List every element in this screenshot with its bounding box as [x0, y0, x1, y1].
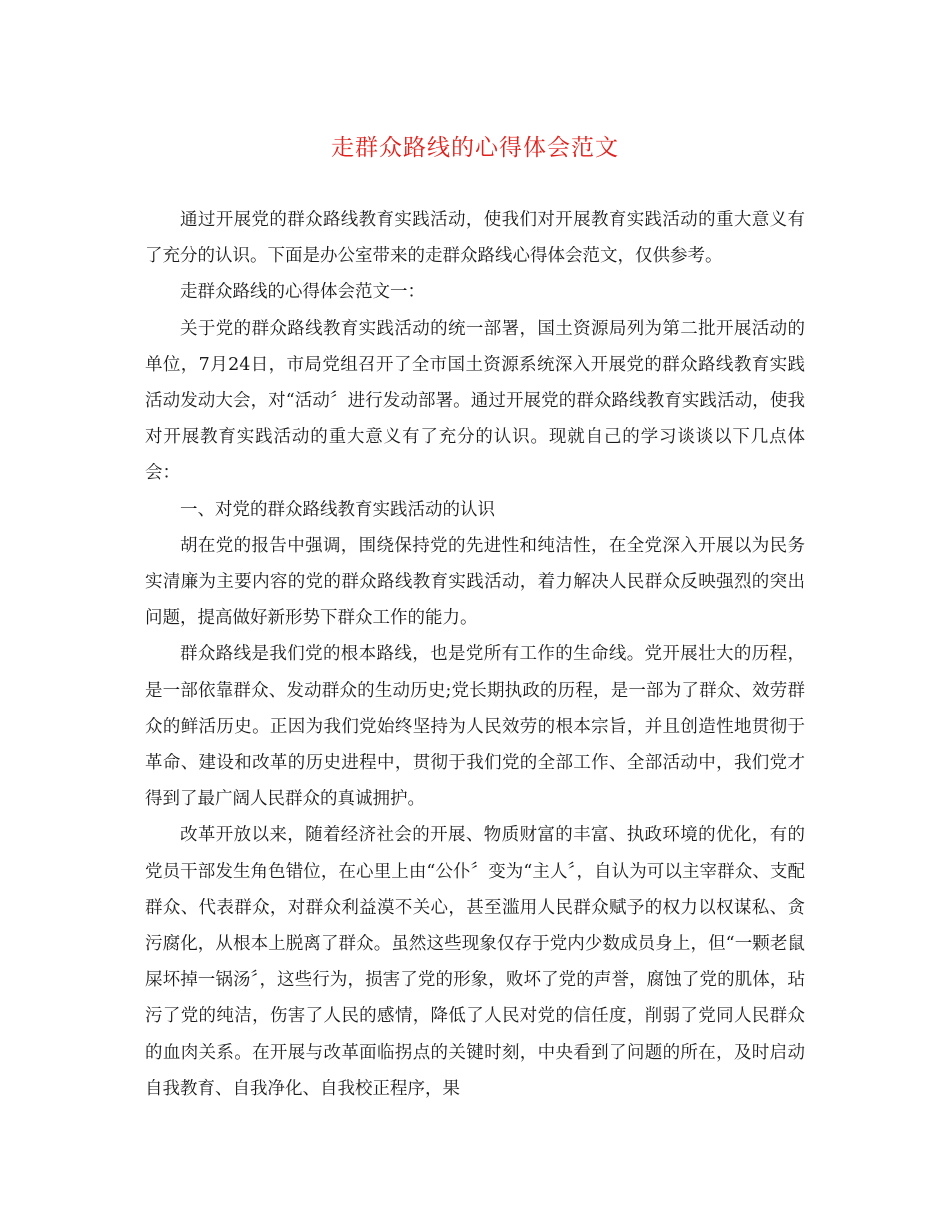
section-heading: 一、对党的群众路线教育实践活动的认识 — [180, 499, 495, 520]
paragraph: 群众路线是我们党的根本路线，也是党所有工作的生命线。党开展壮大的历程，是一部依靠群众、发动群众的生动历史;党长期执政的历程，是一部为了群众、效劳群众的鲜活历史。正因为我们党始终坚持为人民效劳的根本宗旨，并且创造性地贯彻于革命、建设和改革的历史进程中，贯彻于我们党的全部工作、全部活动中，我们党才得到了最广阔人民群众的真诚拥护。 — [145, 644, 805, 810]
document-body — [145, 202, 805, 1107]
paragraph-subheading: 走群众路线的心得体会范文一： — [180, 282, 425, 303]
paragraph: 改革开放以来，随着经济社会的开展、物质财富的丰富、执政环境的优化，有的党员干部发生角色错位，在心里上由“公仆〞变为“主人〞，自认为可以主宰群众、支配群众、代表群众，对群众利益漠不关心，甚至滥用人民群众赋予的权力以权谋私、贪污腐化，从根本上脱离了群众。虽然这些现象仅存于党内少数成员身上，但“一颗老鼠屎坏掉一锅汤〞，这些行为，损害了党的形象，败坏了党的声誉，腐蚀了党的肌体，玷污了党的纯洁，伤害了人民的感情，降低了人民对党的信任度，削弱了党同人民群众的血肉关系。在开展与改革面临拐点的关键时刻，中央看到了问题的所在，及时启动自我教育、自我净化、自我校正程序，果 — [145, 825, 805, 1099]
paragraph: 关于党的群众路线教育实践活动的统一部署，国土资源局列为第二批开展活动的单位，7月24日，市局党组召开了全市国土资源系统深入开展党的群众路线教育实践活动发动大会，对“活动〞进行发动部署。通过开展党的群众路线教育实践活动，使我对开展教育实践活动的重大意义有了充分的认识。现就自己的学习谈谈以下几点体会： — [145, 318, 805, 484]
document-title: 走群众路线的心得体会范文 — [331, 135, 619, 161]
paragraph-intro: 通过开展党的群众路线教育实践活动，使我们对开展教育实践活动的重大意义有了充分的认识。下面是办公室带来的走群众路线心得体会范文，仅供参考。 — [145, 210, 805, 267]
paragraph: 胡在党的报告中强调，围绕保持党的先进性和纯洁性，在全党深入开展以为民务实清廉为主要内容的党的群众路线教育实践活动，着力解决人民群众反映强烈的突出问题，提高做好新形势下群众工作的能力。 — [145, 535, 805, 629]
